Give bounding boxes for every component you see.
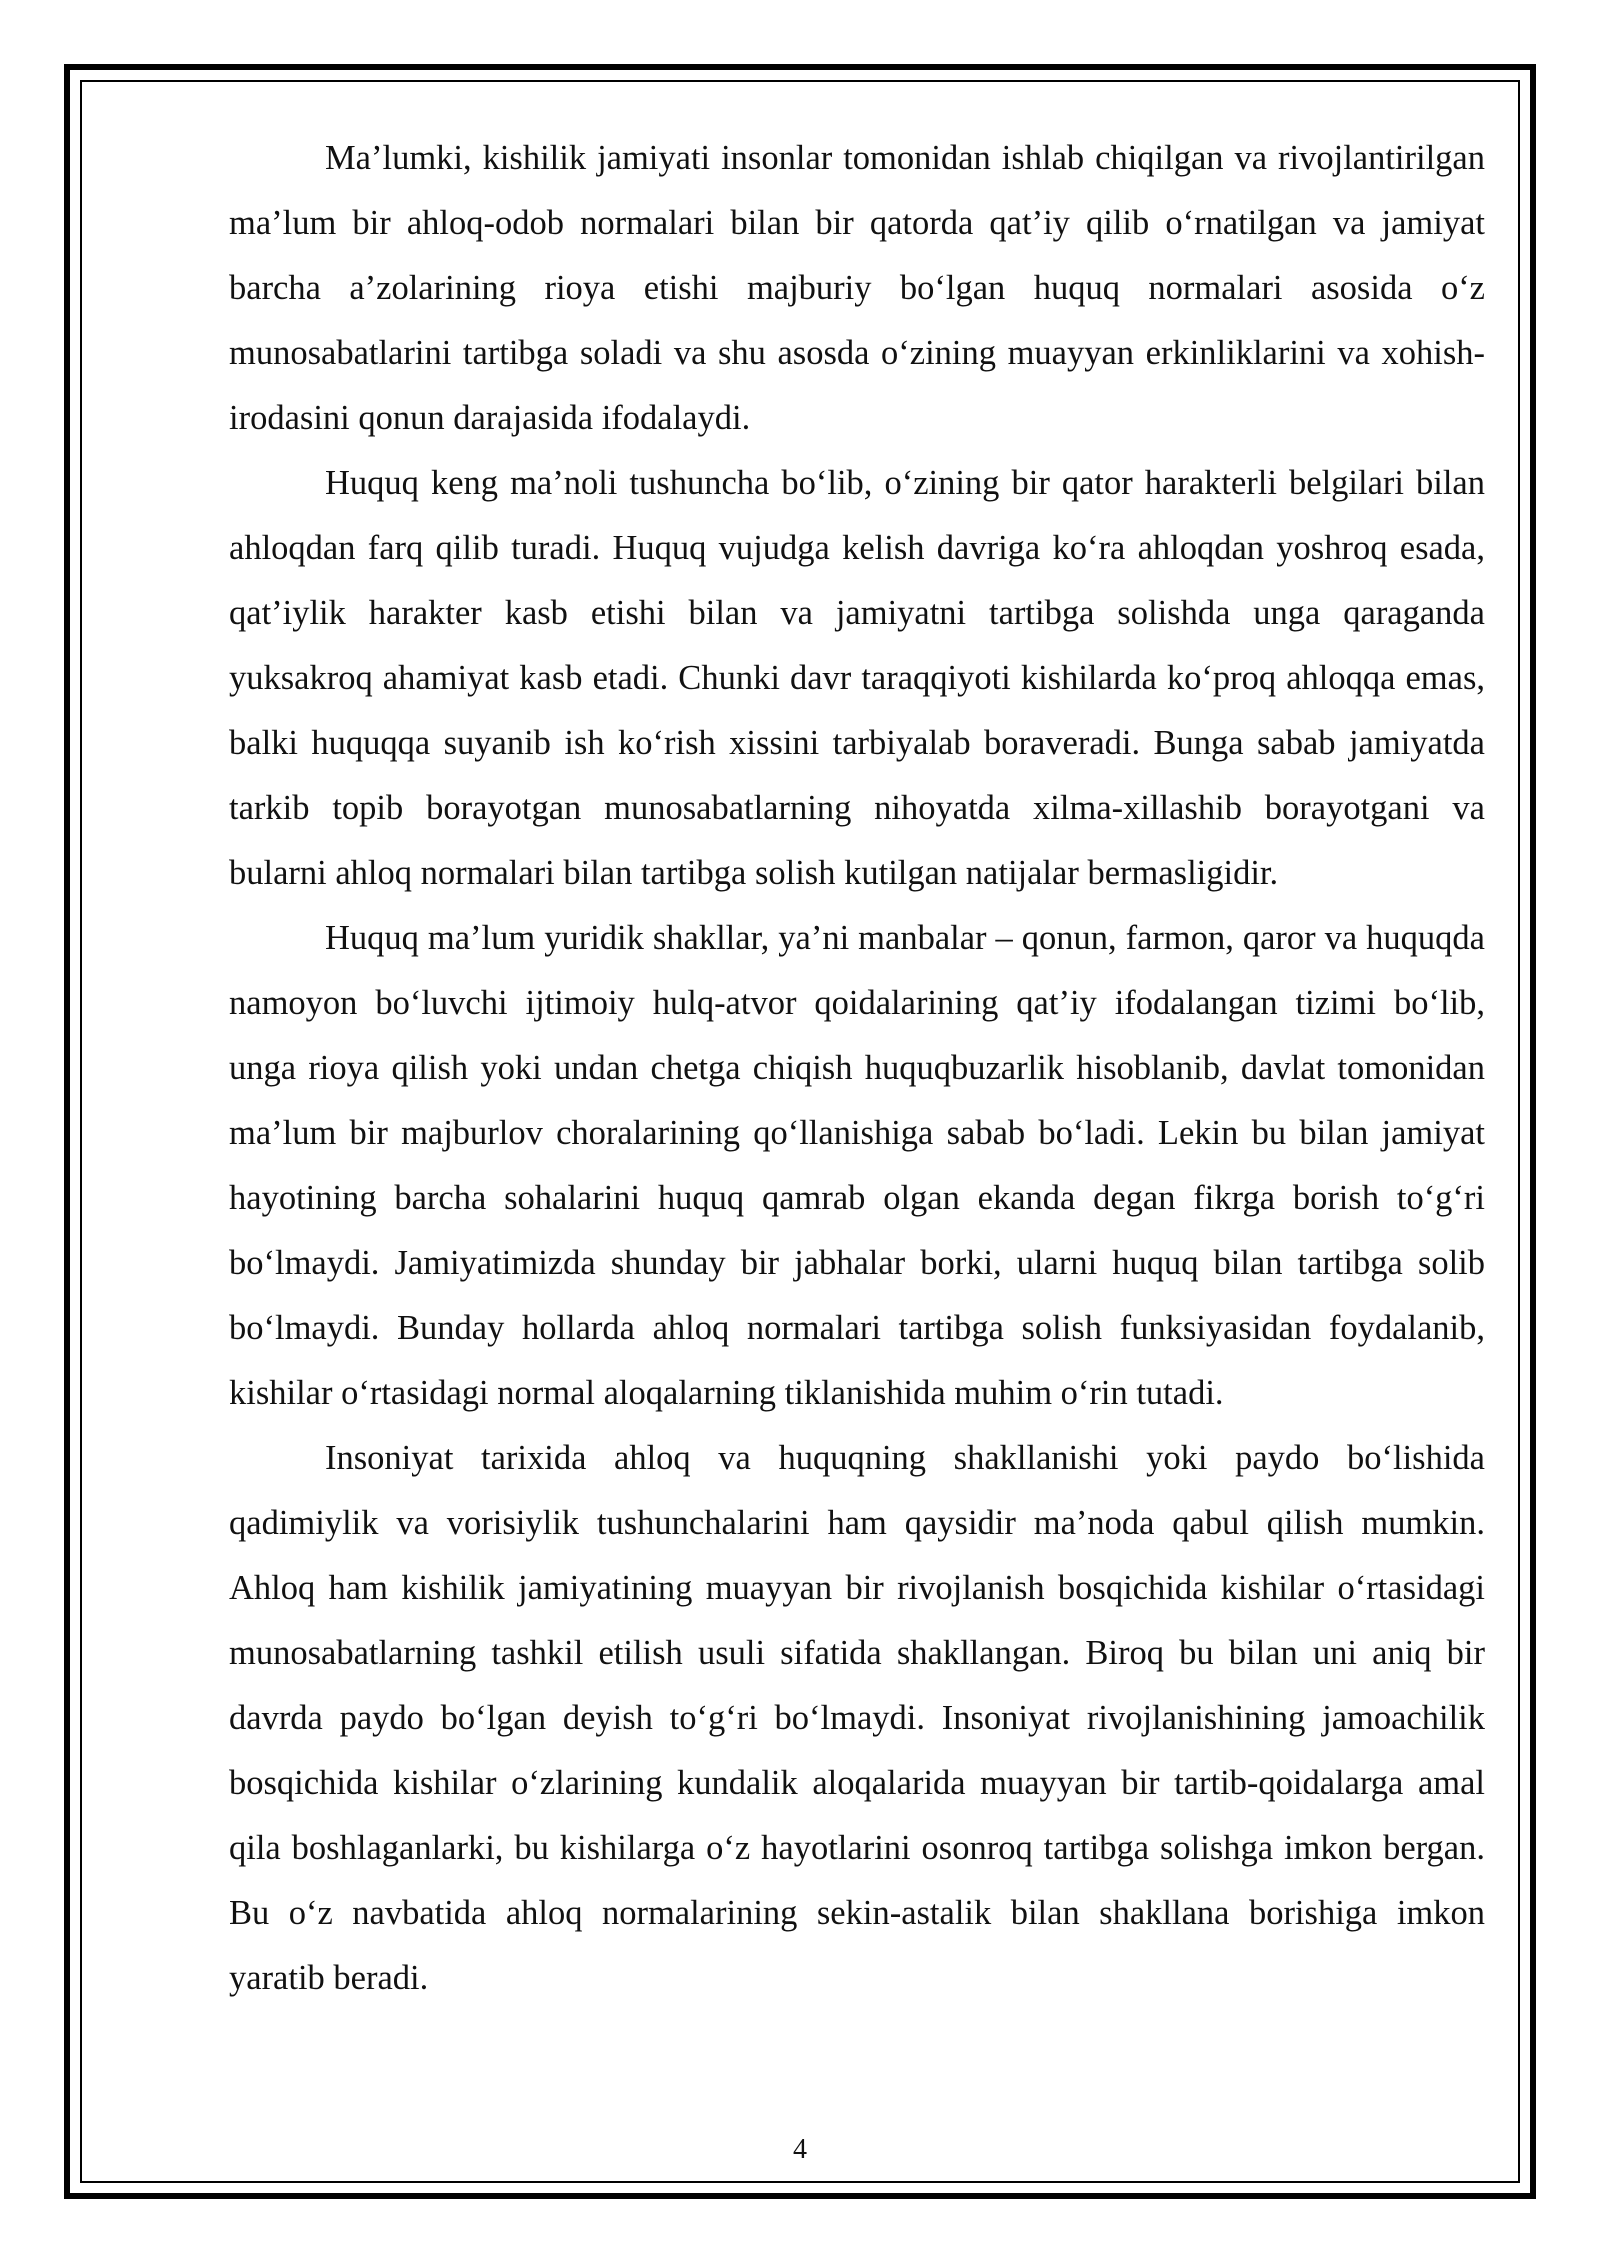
page-number: 4 <box>793 2134 807 2165</box>
paragraph-4: Insoniyat tarixida ahloq va huquqning shakllanishi yoki paydo bo‘lishida qadimiylik va vorisiylik tushunchalarini ham qaysidir ma’noda qabul qilish mumkin. Ahloq ham kishilik jamiyatining muayyan bir rivojlanish bosqichida kishilar o‘rtasidagi munosabatlarning tashkil etilish usuli sifatida shakllangan. Biroq bu bilan uni aniq bir davrda paydo bo‘lgan deyish to‘g‘ri bo‘lmaydi. Insoniyat rivojlanishining jamoachilik bosqichida kishilar o‘zlarining kundalik aloqalarida muayyan bir tartib-qoidalarga amal qila boshlaganlarki, bu kishilarga o‘z hayotlarini osonroq tartibga solishga imkon bergan. Bu o‘z navbatida ahloq normalarining sekin-astalik bilan shakllana borishiga imkon yaratib beradi. <box>229 1439 1485 1997</box>
paragraph-2: Huquq keng ma’noli tushuncha bo‘lib, o‘zining bir qator harakterli belgilari bilan ahloqdan farq qilib turadi. Huquq vujudga kelish davriga ko‘ra ahloqdan yoshroq esada, qat’iylik harakter kasb etishi bilan va jamiyatni tartibga solishda unga qaraganda yuksakroq ahamiyat kasb etadi. Chunki davr taraqqiyoti kishilarda ko‘proq ahloqqa emas, balki huquqqa suyanib ish ko‘rish xissini tarbiyalab boraveradi. Bunga sabab jamiyatda tarkib topib borayotgan munosabatlarning nihoyatda xilma-xillashib borayotgani va bularni ahloq normalari bilan tartibga solish kutilgan natijalar bermasligidir. <box>229 464 1485 892</box>
paragraph-3: Huquq ma’lum yuridik shakllar, ya’ni manbalar – qonun, farmon, qaror va huquqda namoyon bo‘luvchi ijtimoiy hulq-atvor qoidalarining qat’iy ifodalangan tizimi bo‘lib, unga rioya qilish yoki undan chetga chiqish huquqbuzarlik hisoblanib, davlat tomonidan ma’lum bir majburlov choralarining qo‘llanishiga sabab bo‘ladi. Lekin bu bilan jamiyat hayotining barcha sohalarini huquq qamrab olgan ekanda degan fikrga borish to‘g‘ri bo‘lmaydi. Jamiyatimizda shunday bir jabhalar borki, ularni huquq bilan tartibga solib bo‘lmaydi. Bunday hollarda ahloq normalari tartibga solish funksiyasidan foydalanib, kishilar o‘rtasidagi normal aloqalarning tiklanishida muhim o‘rin tutadi. <box>229 919 1485 1412</box>
paragraph-1: Ma’lumki, kishilik jamiyati insonlar tomonidan ishlab chiqilgan va rivojlantirilgan ma’lum bir ahloq-odob normalari bilan bir qatorda qat’iy qilib o‘rnatilgan va jamiyat barcha a’zolarining rioya etishi majburiy bo‘lgan huquq normalari asosida o‘z munosabatlarini tartibga soladi va shu asosda o‘zining muayyan erkinliklarini va xohish-irodasini qonun darajasida ifodalaydi. <box>229 139 1485 437</box>
document-body <box>229 126 1485 2011</box>
